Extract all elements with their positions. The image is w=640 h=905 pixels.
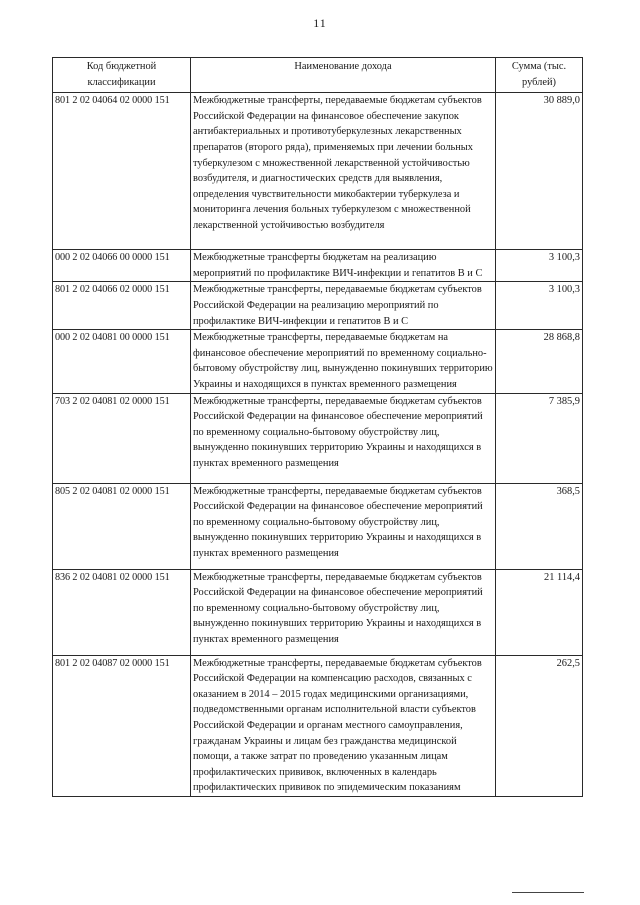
- row-sum: 262,5: [496, 655, 583, 796]
- row-code: 801 2 02 04087 02 0000 151: [53, 655, 191, 796]
- row-name: Межбюджетные трансферты, передаваемые бюджетам субъектов Российской Федерации на финансовое обеспечение мероприятий по временному социально-бытовому обустройству лиц, вынужденно покинувших территорию Украины и находящихся в пунктах временного размещения: [191, 569, 496, 655]
- table-row: [53, 655, 583, 796]
- header-name: Наименование дохода: [191, 58, 496, 93]
- row-name: Межбюджетные трансферты бюджетам на реализацию мероприятий по профилактике ВИЧ-инфекции и гепатитов В и С: [191, 250, 496, 282]
- table-row: [53, 93, 583, 250]
- row-code: 703 2 02 04081 02 0000 151: [53, 393, 191, 483]
- row-sum: 368,5: [496, 483, 583, 569]
- row-name: Межбюджетные трансферты, передаваемые бюджетам субъектов Российской Федерации на финансовое обеспечение мероприятий по временному социально-бытовому обустройству лиц, вынужденно покинувших территорию Украины и находящихся в пунктах временного размещения: [191, 483, 496, 569]
- row-code: 000 2 02 04066 00 0000 151: [53, 250, 191, 282]
- row-name: Межбюджетные трансферты, передаваемые бюджетам субъектов Российской Федерации на реализацию мероприятий по профилактике ВИЧ-инфекции и гепатитов В и С: [191, 282, 496, 330]
- table-row: [53, 330, 583, 393]
- table-row: [53, 282, 583, 330]
- row-code: 801 2 02 04064 02 0000 151: [53, 93, 191, 250]
- row-sum: 7 385,9: [496, 393, 583, 483]
- table-row: [53, 250, 583, 282]
- header-code: Код бюджетной классификации: [53, 58, 191, 93]
- row-sum: 3 100,3: [496, 282, 583, 330]
- header-sum: Сумма (тыс. рублей): [496, 58, 583, 93]
- footer-rule: [512, 892, 584, 893]
- row-sum: 28 868,8: [496, 330, 583, 393]
- row-sum: 30 889,0: [496, 93, 583, 250]
- row-name: Межбюджетные трансферты, передаваемые бюджетам субъектов Российской Федерации на финансовое обеспечение мероприятий по временному социально-бытовому обустройству лиц, вынужденно покинувших территорию Украины и находящихся в пунктах временного размещения: [191, 393, 496, 483]
- table-row: [53, 569, 583, 655]
- row-code: 836 2 02 04081 02 0000 151: [53, 569, 191, 655]
- revenue-table: [52, 57, 583, 797]
- row-sum: 3 100,3: [496, 250, 583, 282]
- table-row: [53, 483, 583, 569]
- row-code: 801 2 02 04066 02 0000 151: [53, 282, 191, 330]
- table-row: [53, 393, 583, 483]
- row-name: Межбюджетные трансферты, передаваемые бюджетам на финансовое обеспечение мероприятий по временному социально-бытовому обустройству лиц, вынужденно покинувших территорию Украины и находящихся в пунктах временного размещения: [191, 330, 496, 393]
- row-name: Межбюджетные трансферты, передаваемые бюджетам субъектов Российской Федерации на компенсацию расходов, связанных с оказанием в 2014 – 2015 годах медицинскими организациями, подведомственными органам исполнительной власти субъектов Российской Федерации и органам местного самоуправления, гражданам Украины и лицам без гражданства медицинской помощи, а также затрат по проведению указанным лицам профилактических прививок, включенных в календарь профилактических прививок по эпидемическим показаниям: [191, 655, 496, 796]
- page-number: 11: [313, 16, 327, 30]
- table-header-row: [53, 58, 583, 93]
- row-code: 805 2 02 04081 02 0000 151: [53, 483, 191, 569]
- row-name: Межбюджетные трансферты, передаваемые бюджетам субъектов Российской Федерации на финансовое обеспечение закупок антибактериальных и противотуберкулезных лекарственных препаратов (второго ряда), применяемых при лечении больных туберкулезом с множественной лекарственной устойчивостью возбудителя, и диагностических средств для выявления, определения чувствительности микобактерии туберкулеза и мониторинга лечения больных туберкулезом с множественной лекарственной устойчивостью возбудителя: [191, 93, 496, 250]
- row-code: 000 2 02 04081 00 0000 151: [53, 330, 191, 393]
- row-sum: 21 114,4: [496, 569, 583, 655]
